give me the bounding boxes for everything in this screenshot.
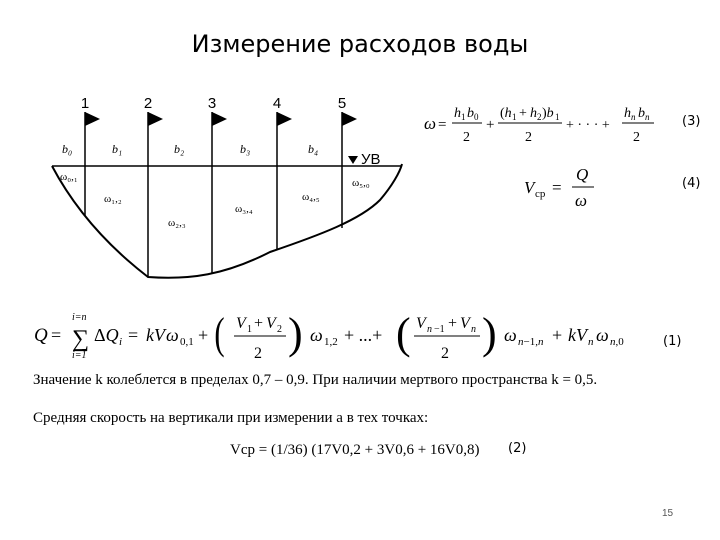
width-label: b₄ (308, 142, 319, 156)
area-label: ω₅,₀ (352, 177, 370, 189)
svg-text:1: 1 (512, 112, 517, 122)
svg-text:1: 1 (247, 324, 252, 335)
svg-text:2: 2 (441, 345, 449, 362)
equation-1-discharge (30, 308, 650, 366)
svg-text:b: b (467, 106, 474, 121)
svg-text:2: 2 (463, 130, 470, 145)
svg-text:1: 1 (461, 112, 466, 122)
svg-text:ΔQ: ΔQ (94, 325, 119, 345)
channel-bed-outline (52, 164, 402, 278)
svg-text:+: + (198, 325, 209, 345)
svg-text:+: + (519, 106, 527, 121)
svg-text:n: n (645, 112, 650, 122)
area-label: ω₄,₅ (302, 191, 320, 203)
svg-text:0: 0 (474, 112, 479, 122)
svg-text:Q: Q (576, 165, 589, 184)
svg-text:ω: ω (166, 325, 179, 345)
svg-text:h: h (624, 106, 631, 121)
svg-text:kV: kV (568, 325, 587, 345)
area-label: ω₀,₁ (60, 171, 78, 183)
slide-title: Измерение расходов воды (191, 30, 529, 58)
svg-text:+: + (552, 325, 563, 345)
svg-text:kV: kV (146, 325, 165, 345)
equation-3-number: (3) (682, 114, 701, 129)
svg-text:∑: ∑ (72, 326, 90, 352)
svg-text:2: 2 (525, 130, 532, 145)
svg-text:2: 2 (277, 324, 282, 335)
svg-text:ω: ω (424, 114, 437, 133)
svg-text:V: V (524, 178, 535, 197)
vertical-number: 2 (143, 95, 153, 112)
svg-text:2: 2 (633, 130, 640, 145)
svg-text:V: V (416, 315, 426, 332)
svg-text:=: = (438, 117, 447, 133)
svg-text:1: 1 (555, 112, 560, 122)
svg-text:−1: −1 (434, 324, 445, 335)
svg-text:h: h (454, 106, 461, 121)
equation-4-mean-velocity (520, 160, 610, 216)
svg-text:=: = (51, 325, 62, 345)
svg-text:2: 2 (537, 112, 542, 122)
water-level-label: УВ (361, 151, 381, 168)
svg-text:n−1,n: n−1,n (518, 336, 544, 348)
river-cross-section-diagram (40, 90, 420, 290)
svg-text:): ) (482, 309, 497, 358)
vertical-number: 3 (207, 95, 217, 112)
width-label: b₀ (62, 142, 73, 156)
svg-text:b: b (638, 106, 645, 121)
vertical-3 (208, 95, 227, 273)
svg-text:V: V (266, 315, 276, 332)
vertical-number: 5 (337, 95, 347, 112)
equation-2: Vср = (1/36) (17V0,2 + 3V0,6 + 16V0,8) (230, 442, 480, 458)
equation-3-omega (420, 96, 660, 152)
area-label: ω₁,₂ (104, 193, 122, 205)
width-label: b₁ (112, 142, 123, 156)
svg-text:): ) (288, 309, 303, 358)
svg-text:V: V (236, 315, 246, 332)
width-label: b₂ (174, 142, 185, 156)
svg-text:)b: )b (542, 106, 554, 121)
water-level-marker-icon (348, 156, 358, 164)
page-number: 15 (662, 508, 674, 519)
mean-velocity-text: Средняя скорость на вертикали при измерении a в тех точках: (33, 410, 429, 426)
svg-text:V: V (460, 315, 470, 332)
vertical-2 (144, 95, 163, 277)
svg-text:n: n (588, 336, 594, 348)
svg-text:+ ...+: + ...+ (344, 325, 383, 345)
svg-text:Q: Q (34, 325, 48, 346)
svg-text:i=n: i=n (72, 312, 87, 323)
vertical-4 (273, 95, 292, 250)
svg-text:n: n (471, 324, 476, 335)
svg-text:0,1: 0,1 (180, 336, 194, 348)
svg-text:+: + (254, 315, 264, 332)
svg-text:=: = (552, 178, 562, 197)
svg-text:n: n (631, 112, 636, 122)
vertical-1 (81, 95, 100, 216)
svg-text:ср: ср (535, 188, 546, 200)
svg-text:+ · · · +: + · · · + (566, 118, 610, 133)
equation-2-number: (2) (508, 441, 527, 456)
svg-text:ω: ω (575, 191, 588, 210)
svg-text:n,0: n,0 (610, 336, 624, 348)
width-label: b₃ (240, 142, 251, 156)
svg-text:i: i (119, 336, 123, 348)
svg-text:(h: (h (500, 106, 512, 121)
area-label: ω₃,₄ (235, 203, 253, 215)
svg-text:+: + (448, 315, 458, 332)
k-coefficient-text: Значение k колеблется в пределах 0,7 – 0,9. При наличии мертвого пространства k = 0,5. (33, 372, 598, 388)
svg-text:+: + (486, 117, 495, 133)
svg-text:(: ( (214, 309, 225, 359)
equation-1-number: (1) (663, 334, 682, 349)
svg-text:n: n (427, 324, 432, 335)
svg-text:ω: ω (504, 325, 517, 345)
vertical-number: 4 (272, 95, 282, 112)
svg-text:ω: ω (310, 325, 323, 345)
equation-4-number: (4) (682, 176, 701, 191)
area-label: ω₂,₃ (168, 217, 186, 229)
svg-text:1,2: 1,2 (324, 336, 338, 348)
svg-text:i=1: i=1 (72, 350, 87, 361)
vertical-number: 1 (80, 95, 90, 112)
svg-text:=: = (128, 325, 139, 345)
svg-text:ω: ω (596, 325, 609, 345)
svg-text:h: h (530, 106, 537, 121)
svg-text:2: 2 (254, 345, 262, 362)
svg-text:(: ( (396, 309, 411, 358)
